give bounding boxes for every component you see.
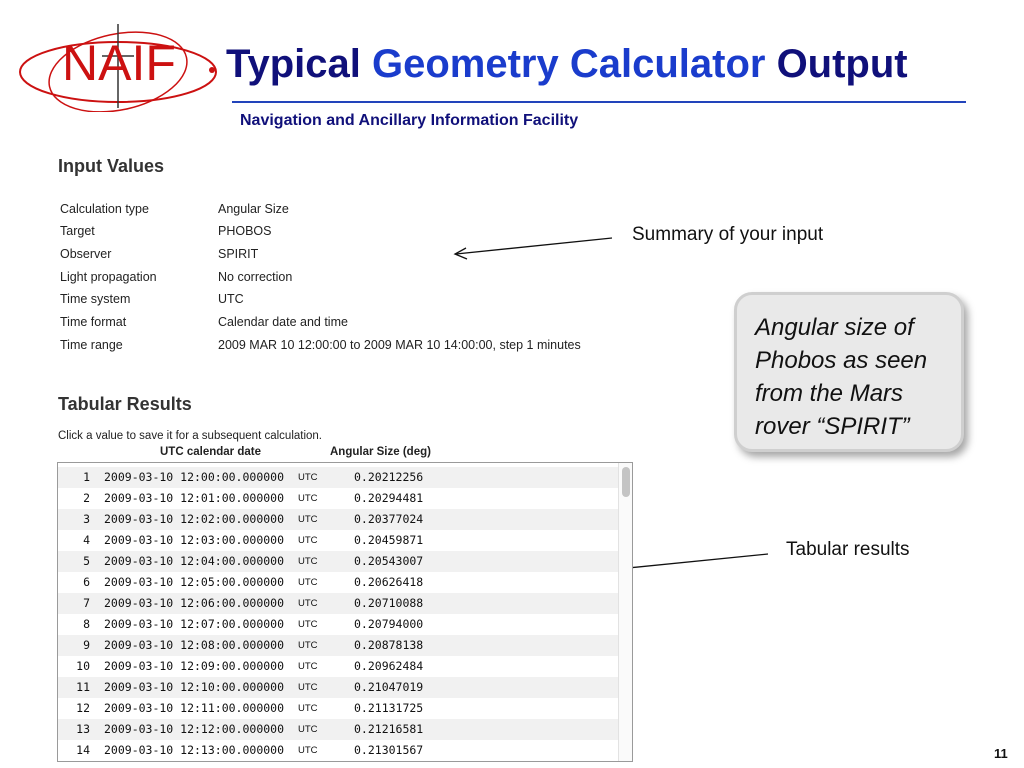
table-row: [58, 509, 618, 530]
row-value[interactable]: 0.21216581: [354, 722, 424, 736]
row-number: 8: [83, 617, 90, 631]
table-row: [58, 656, 618, 677]
row-number: 14: [76, 743, 90, 757]
title-divider: [232, 101, 966, 103]
summary-note: Summary of your input: [632, 224, 824, 245]
results-scrollbar[interactable]: [618, 463, 633, 761]
row-number: 12: [76, 701, 90, 715]
input-row-time-range: [60, 338, 640, 360]
row-date: 2009-03-10 12:07:00.000000: [104, 617, 285, 631]
tabular-note: Tabular results: [786, 539, 910, 560]
row-number: 2: [83, 491, 90, 505]
scrollbar-thumb[interactable]: [622, 467, 630, 497]
row-value[interactable]: 0.20794000: [354, 617, 424, 631]
table-row: [58, 572, 618, 593]
results-rows: [58, 467, 618, 761]
row-zone: UTC: [298, 724, 318, 735]
slide-subtitle: Navigation and Ancillary Information Facility: [240, 112, 579, 129]
input-values-heading: Input Values: [58, 156, 165, 176]
row-date: 2009-03-10 12:13:00.000000: [104, 743, 285, 757]
row-date: 2009-03-10 12:06:00.000000: [104, 596, 285, 610]
row-date: 2009-03-10 12:01:00.000000: [104, 491, 285, 505]
input-label: Light propagation: [60, 270, 157, 284]
input-value: Angular Size: [218, 202, 289, 216]
row-value[interactable]: 0.20962484: [354, 659, 424, 673]
page-number: 11: [994, 746, 1008, 761]
row-value[interactable]: 0.21047019: [354, 680, 424, 694]
row-zone: UTC: [298, 493, 318, 504]
row-value[interactable]: 0.20878138: [354, 638, 424, 652]
row-value[interactable]: 0.20212256: [354, 470, 424, 484]
input-value: UTC: [218, 292, 244, 306]
row-zone: UTC: [298, 745, 318, 756]
title-part-3: Output: [765, 42, 908, 86]
row-date: 2009-03-10 12:11:00.000000: [104, 701, 285, 715]
click-hint: Click a value to save it for a subsequent calculation.: [58, 430, 323, 442]
naif-logo: [14, 16, 234, 112]
row-zone: UTC: [298, 577, 318, 588]
table-row: [58, 593, 618, 614]
input-label: Time range: [60, 338, 123, 352]
row-number: 5: [83, 554, 90, 568]
input-value: No correction: [218, 270, 293, 284]
input-row-time-format: [60, 315, 640, 337]
row-value[interactable]: 0.20626418: [354, 575, 424, 589]
row-date: 2009-03-10 12:10:00.000000: [104, 680, 285, 694]
row-date: 2009-03-10 12:04:00.000000: [104, 554, 285, 568]
input-row-observer: [60, 247, 640, 269]
row-zone: UTC: [298, 535, 318, 546]
row-value[interactable]: 0.20543007: [354, 554, 424, 568]
input-row-target: [60, 224, 640, 246]
row-zone: UTC: [298, 640, 318, 651]
title-part-1: Typical: [226, 42, 372, 86]
row-value[interactable]: 0.20459871: [354, 533, 424, 547]
row-zone: UTC: [298, 682, 318, 693]
row-number: 10: [76, 659, 90, 673]
row-value[interactable]: 0.21301567: [354, 743, 424, 757]
row-date: 2009-03-10 12:00:00.000000: [104, 470, 285, 484]
table-row: [58, 467, 618, 488]
results-table[interactable]: [57, 462, 633, 762]
input-row-time-system: [60, 292, 640, 314]
table-row: [58, 614, 618, 635]
row-zone: UTC: [298, 619, 318, 630]
column-header-angular-size: Angular Size (deg): [330, 446, 431, 458]
table-row: [58, 740, 618, 761]
input-label: Time format: [60, 315, 127, 329]
row-date: 2009-03-10 12:08:00.000000: [104, 638, 285, 652]
logo-wordmark: NAIF: [62, 35, 176, 91]
row-value[interactable]: 0.20710088: [354, 596, 424, 610]
naif-logo-graphic: [14, 16, 234, 112]
tabular-results-heading: Tabular Results: [58, 394, 192, 414]
input-label: Observer: [60, 247, 112, 261]
row-number: 6: [83, 575, 90, 589]
input-row-light-propagation: [60, 270, 640, 292]
table-row: [58, 719, 618, 740]
callout-text: Angular size of Phobos as seen from the Mars rover “SPIRIT”: [755, 314, 928, 440]
row-zone: UTC: [298, 598, 318, 609]
input-label: Time system: [60, 292, 131, 306]
column-header-date: UTC calendar date: [160, 446, 261, 458]
table-row: [58, 551, 618, 572]
input-value: Calendar date and time: [218, 315, 348, 329]
slide-title: [226, 40, 908, 88]
row-date: 2009-03-10 12:09:00.000000: [104, 659, 285, 673]
table-row: [58, 677, 618, 698]
title-part-2: Geometry Calculator: [371, 42, 766, 86]
row-number: 11: [76, 680, 90, 694]
row-number: 9: [83, 638, 90, 652]
table-row: [58, 635, 618, 656]
input-label: Target: [60, 224, 95, 238]
table-row: [58, 530, 618, 551]
input-label: Calculation type: [60, 202, 149, 216]
callout-box: [734, 292, 964, 452]
row-date: 2009-03-10 12:12:00.000000: [104, 722, 285, 736]
table-row: [58, 698, 618, 719]
row-number: 7: [83, 596, 90, 610]
input-value: 2009 MAR 10 12:00:00 to 2009 MAR 10 14:00:00, step 1 minutes: [218, 338, 581, 352]
input-row-calculation-type: [60, 202, 640, 224]
row-value[interactable]: 0.21131725: [354, 701, 424, 715]
row-zone: UTC: [298, 472, 318, 483]
row-number: 1: [83, 470, 90, 484]
row-value[interactable]: 0.20294481: [354, 491, 424, 505]
row-date: 2009-03-10 12:05:00.000000: [104, 575, 285, 589]
row-number: 4: [83, 533, 90, 547]
input-value: SPIRIT: [218, 247, 259, 261]
input-value: PHOBOS: [218, 224, 272, 238]
row-zone: UTC: [298, 514, 318, 525]
row-zone: UTC: [298, 556, 318, 567]
row-number: 13: [76, 722, 90, 736]
row-value[interactable]: 0.20377024: [354, 512, 424, 526]
table-row: [58, 488, 618, 509]
row-zone: UTC: [298, 703, 318, 714]
row-zone: UTC: [298, 661, 318, 672]
row-date: 2009-03-10 12:03:00.000000: [104, 533, 285, 547]
row-date: 2009-03-10 12:02:00.000000: [104, 512, 285, 526]
row-number: 3: [83, 512, 90, 526]
